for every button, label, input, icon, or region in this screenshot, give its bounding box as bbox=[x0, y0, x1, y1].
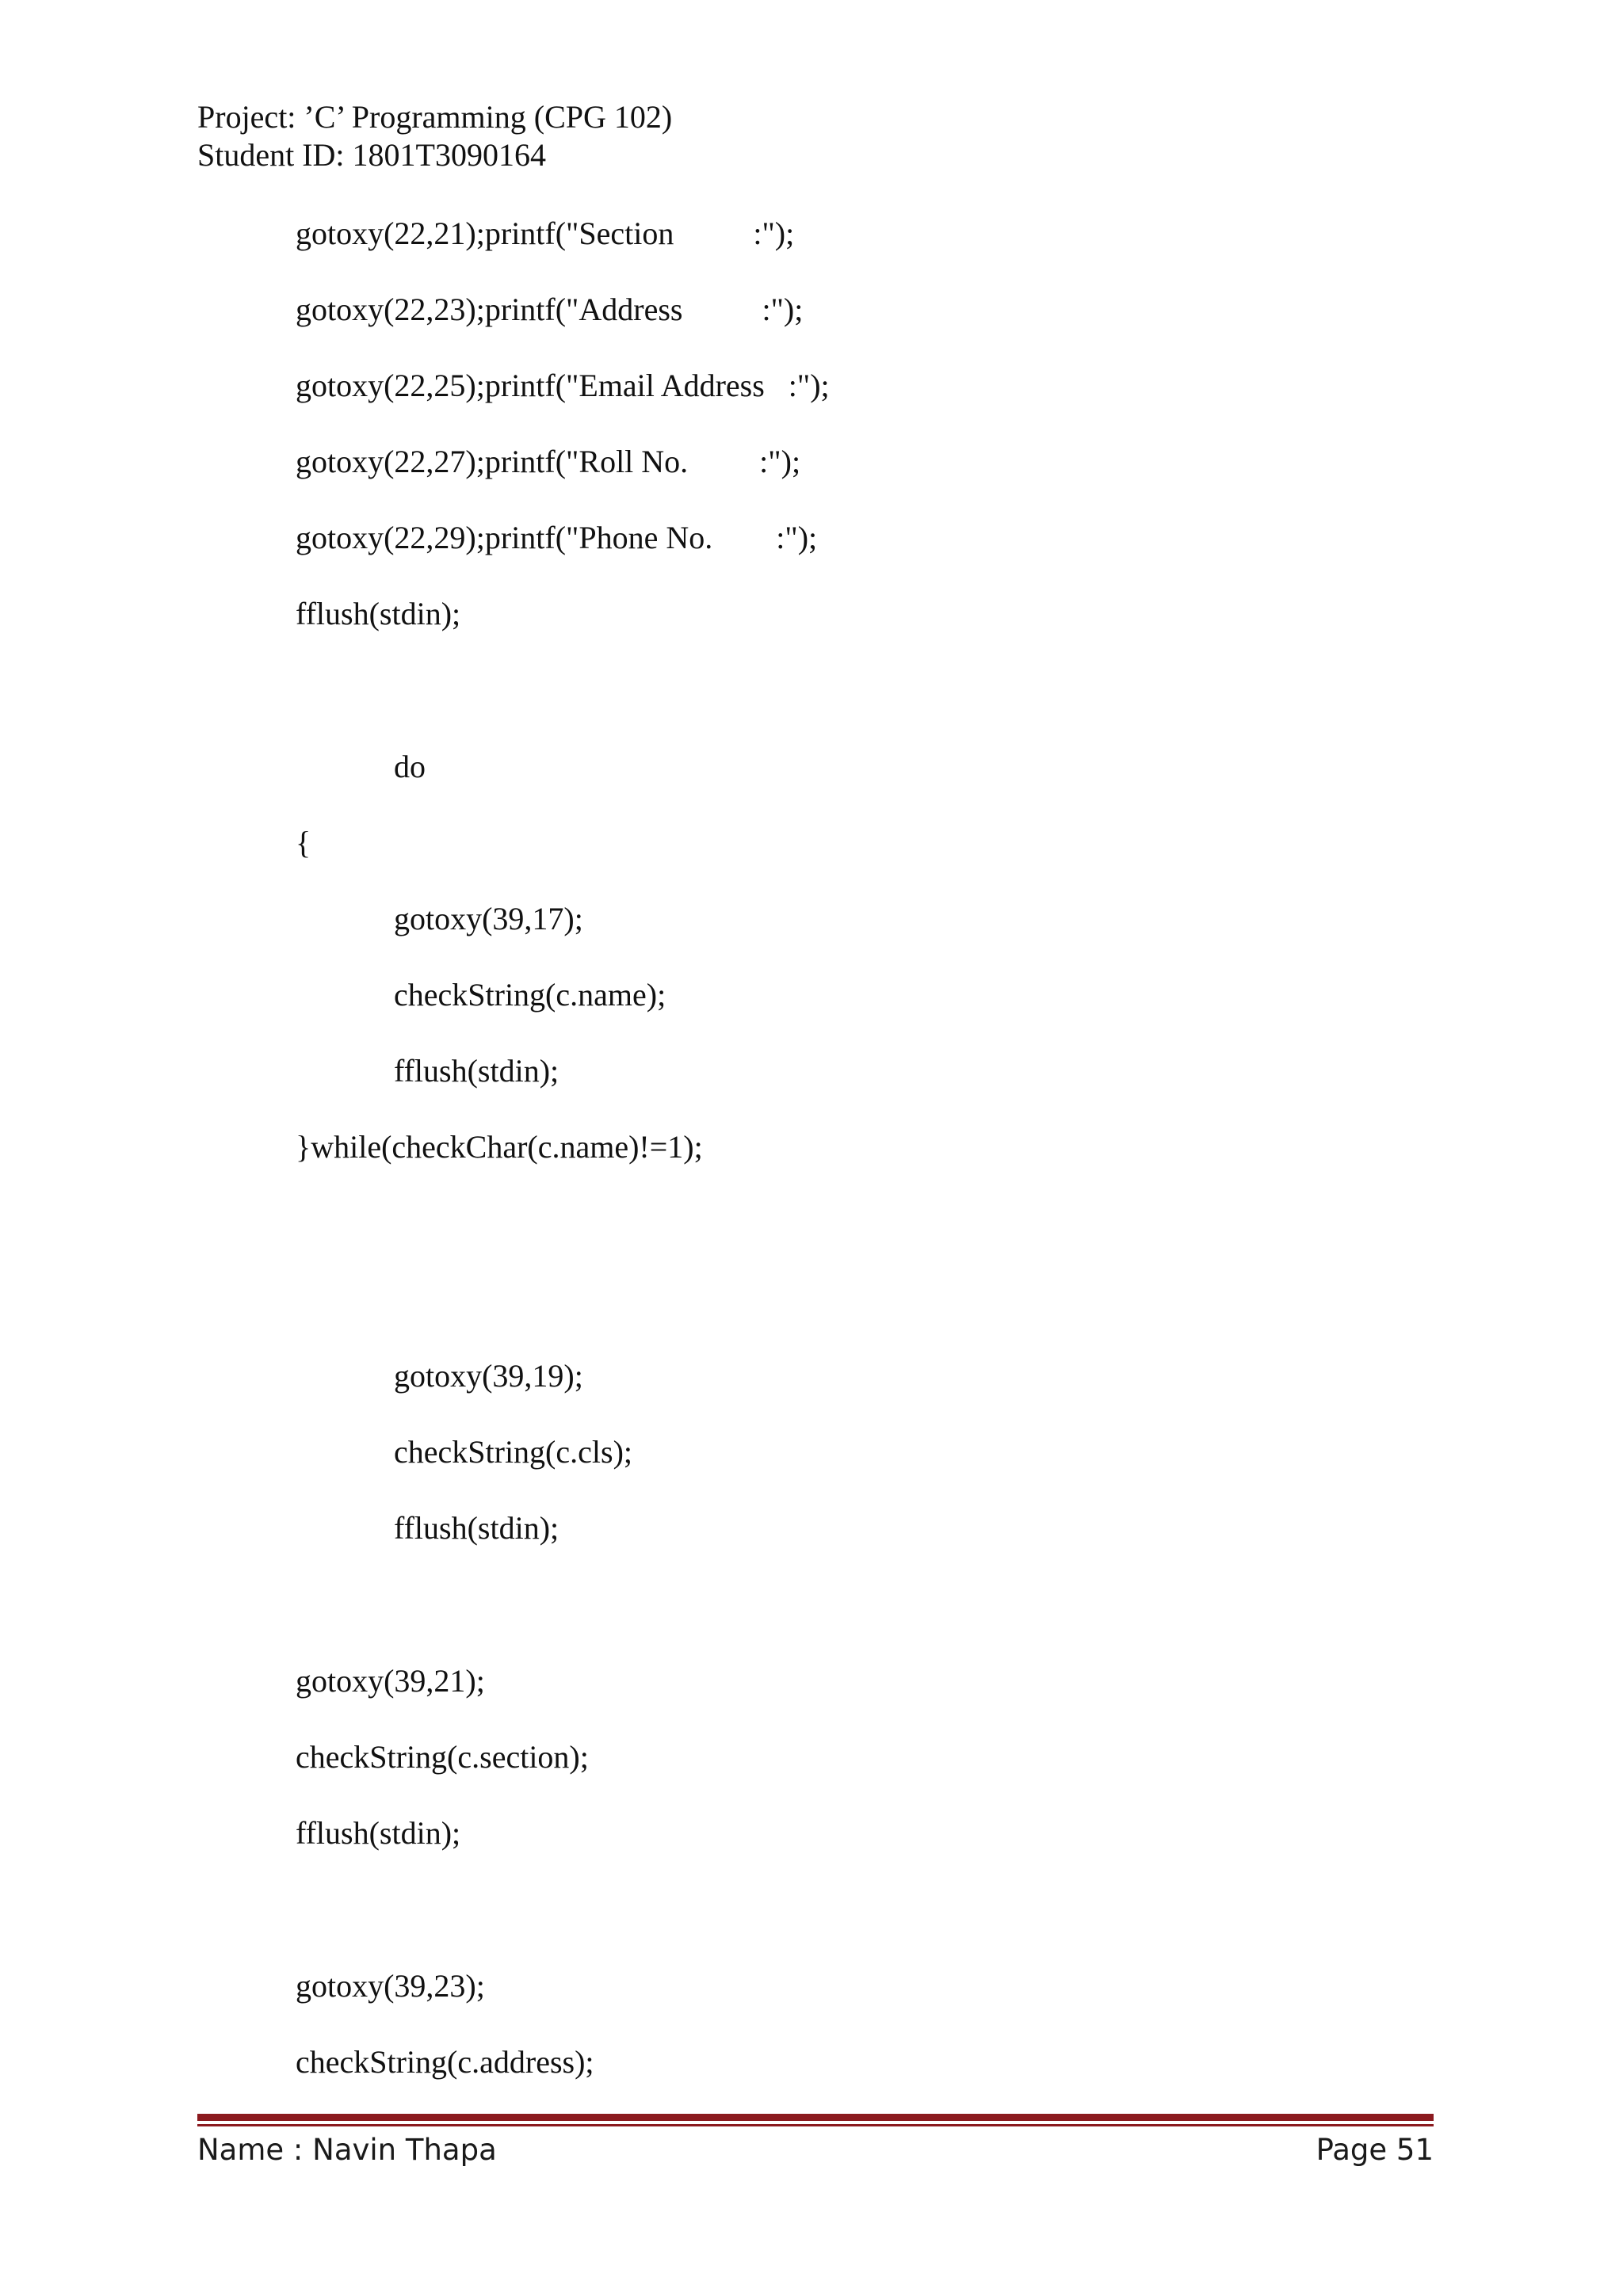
code-line: gotoxy(39,23); bbox=[296, 1968, 485, 2004]
code-line: fflush(stdin); bbox=[394, 1510, 559, 1546]
code-line: { bbox=[296, 825, 311, 860]
page-header bbox=[197, 98, 672, 174]
footer-author-name: Name : Navin Thapa bbox=[197, 2133, 497, 2167]
code-line: checkString(c.section); bbox=[296, 1739, 589, 1775]
footer-divider-thick bbox=[197, 2114, 1434, 2121]
code-line: fflush(stdin); bbox=[296, 1815, 461, 1851]
code-line: checkString(c.name); bbox=[394, 977, 666, 1013]
code-line: gotoxy(22,23);printf("Address :"); bbox=[296, 292, 804, 327]
code-line: gotoxy(39,21); bbox=[296, 1663, 485, 1699]
code-line: gotoxy(22,21);printf("Section :"); bbox=[296, 215, 795, 251]
code-line: checkString(c.address); bbox=[296, 2044, 594, 2080]
footer-page-number: Page 51 bbox=[1316, 2133, 1434, 2167]
code-line: }while(checkChar(c.name)!=1); bbox=[296, 1129, 703, 1165]
code-line: gotoxy(39,17); bbox=[394, 901, 583, 936]
code-line: checkString(c.cls); bbox=[394, 1434, 632, 1470]
footer-divider-thin bbox=[197, 2124, 1434, 2126]
code-line: fflush(stdin); bbox=[296, 596, 461, 631]
project-title: Project: ’C’ Programming (CPG 102) bbox=[197, 99, 673, 135]
code-line: gotoxy(39,19); bbox=[394, 1358, 583, 1394]
code-line: do bbox=[394, 749, 426, 784]
code-line: gotoxy(22,29);printf("Phone No. :"); bbox=[296, 520, 818, 555]
code-line: gotoxy(22,27);printf("Roll No. :"); bbox=[296, 444, 801, 479]
code-line: gotoxy(22,25);printf("Email Address :"); bbox=[296, 368, 830, 403]
student-id: Student ID: 1801T3090164 bbox=[197, 137, 546, 173]
code-line: fflush(stdin); bbox=[394, 1053, 559, 1089]
